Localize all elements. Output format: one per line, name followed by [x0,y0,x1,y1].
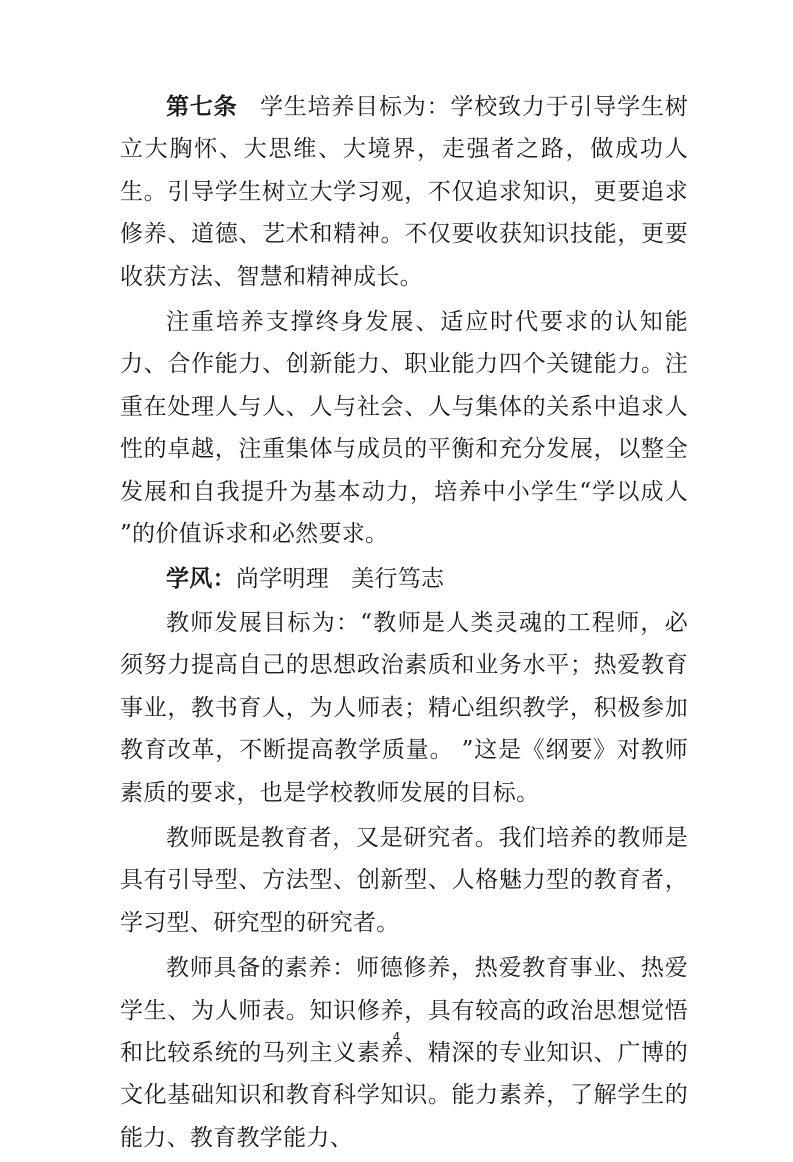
document-body [120,86,688,1162]
teacher-qualities-paragraph: 教师具备的素养：师德修养，热爱教育事业、热爱学生、为人师表。知识修养，具有较高的政治思想觉悟和比较系统的马列主义素养、精深的专业知识、广博的文化基础知识和教育科学知识。能力素养，了解学生的能力、教育教学能力、 [120,955,688,1151]
study-style-part-2: 美行笃志 [351,566,445,593]
teacher-goal-paragraph: 教师发展目标为：“教师是人类灵魂的工程师，必须努力提高自己的思想政治素质和业务水平；热爱教育事业，教书育人，为人师表；精心组织教学，积极参加教育改革，不断提高教学质量。 ”这是《纲要》对教师素质的要求，也是学校教师发展的目标。 [120,609,688,806]
study-style-part-1: 尚学明理 [235,566,330,593]
key-abilities-paragraph: 注重培养支撑终身发展、适应时代要求的认知能力、合作能力、创新能力、职业能力四个关键能力。注重在处理人与人、人与社会、人与集体的关系中追求人性的卓越，注重集体与成员的平衡和充分发展，以整全发展和自我提升为基本动力，培养中小学生“学以成人 ”的价值诉求和必然要求。 [120,309,688,548]
article-seven-paragraph [120,86,688,298]
study-style-label: 学风： [166,566,236,593]
page-number: 4 [392,1030,401,1044]
teacher-role-paragraph: 教师既是教育者，又是研究者。我们培养的教师是具有引导型、方法型、创新型、人格魅力型的教育者，学习型、研究型的研究者。 [120,824,688,936]
article-heading: 第七条 [166,94,238,120]
study-style-line [120,558,688,600]
article-text: 学生培养目标为：学校致力于引导学生树立大胸怀、大思维、大境界，走强者之路，做成功人生。引导学生树立大学习观，不仅追求知识，更要追求修养、道德、艺术和精神。不仅要收获知识技能，更要收获方法、智慧和精神成长。 [120,94,688,290]
